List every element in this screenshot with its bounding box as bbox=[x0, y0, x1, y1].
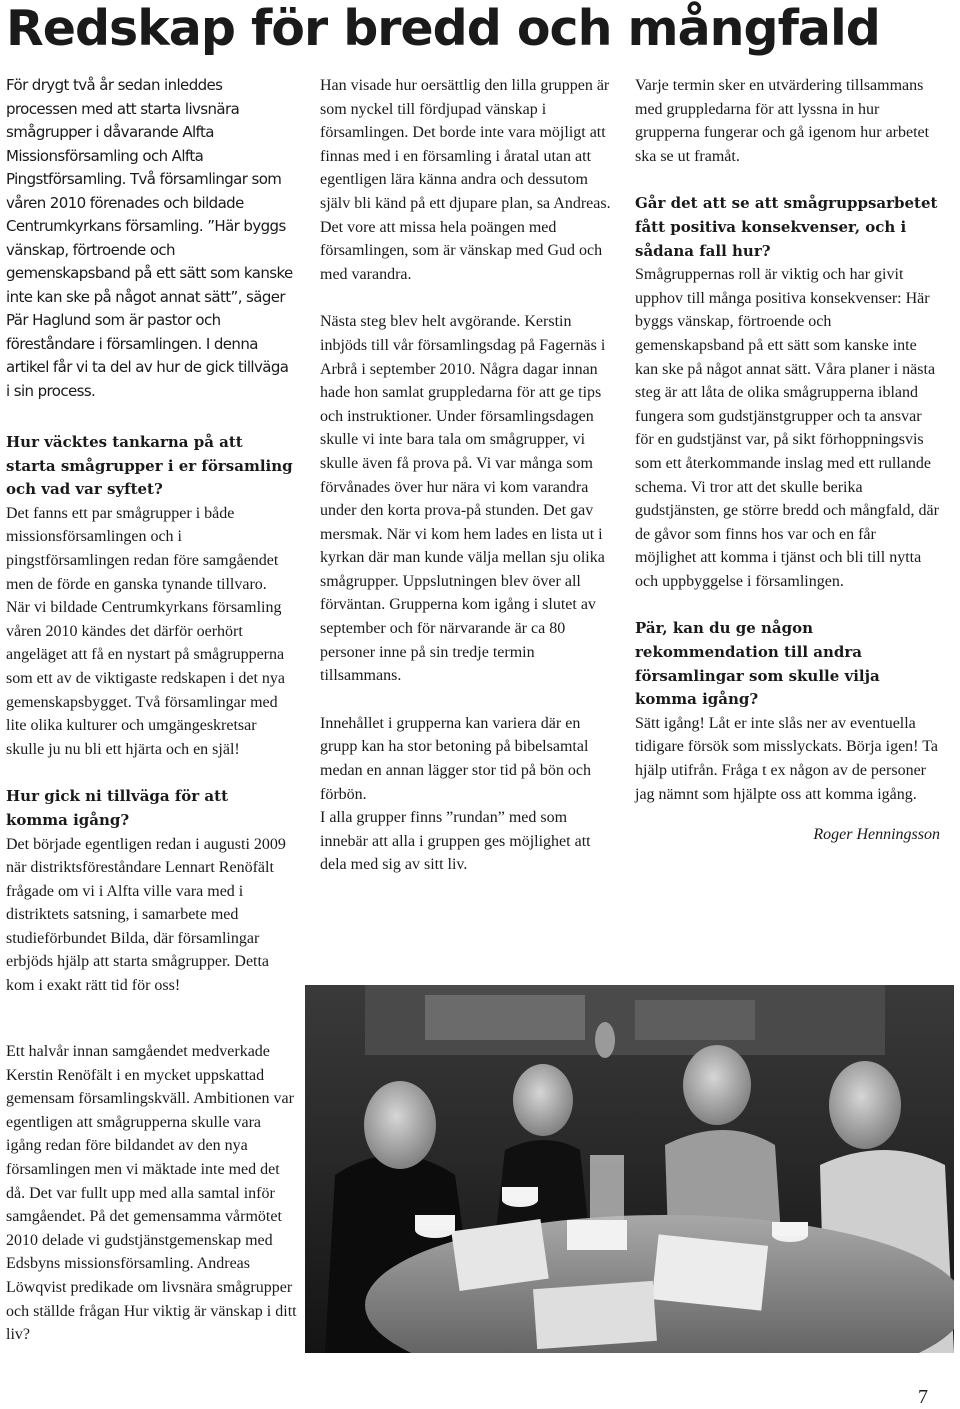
body-paragraph: Han visade hur oersättlig den lilla gruppen är som nyckel till fördjupad vänskap i församlingen. Det borde inte vara möjligt att finnas med i en församling i åratal utan att egentligen lära känna andra och dessutom själv bli känd på ett djupare plan, sa Andreas. Det vore att missa hela poängen med församlingen, som är vänskap med Gud och med varandra. bbox=[320, 77, 611, 283]
meeting-photo bbox=[305, 985, 954, 1353]
page-title: Redskap för bredd och mångfald bbox=[6, 0, 880, 57]
column-3 bbox=[635, 74, 940, 844]
column-2 bbox=[320, 74, 612, 901]
column-1 bbox=[6, 74, 294, 1022]
question-heading-2: Hur gick ni tillväga för att komma igång? bbox=[6, 787, 229, 829]
column-1-bottom bbox=[6, 1040, 298, 1371]
page-number: 7 bbox=[918, 1386, 928, 1408]
body-paragraph: Varje termin sker en utvärdering tillsammans med gruppledarna för att lyssna in hur grupperna fungerar och gå igenom hur arbetet ska se ut framåt. bbox=[635, 77, 930, 165]
question-heading-3: Går det att se att smågruppsarbetet fått positiva konsekvenser, och i sådana fall hur? bbox=[635, 194, 938, 260]
body-paragraph: I alla grupper finns ”rundan” med som innebär att alla i gruppen ges möjlighet att dela med sig av sitt liv. bbox=[320, 809, 591, 874]
answer-paragraph-2: Det började egentligen redan i augusti 2009 när distriktsföreståndare Lennart Renöfält frågade om vi i Alfta ville vara med i distriktets satsning, i samarbete med studieförbundet Bilda, där församlingar erbjöds hjälp att starta smågrupper. Detta kom i exakt rätt tid för oss! bbox=[6, 835, 286, 995]
question-heading-1: Hur väcktes tankarna på att starta smågrupper i er församling och vad var syftet? bbox=[6, 433, 293, 499]
intro-paragraph: För drygt två år sedan inleddes processen med att starta livsnära smågrupper i dåvarande Alfta Missionsförsamling och Alfta Pingstförsamling. Två församlingar som våren 2010 förenades och bildade Centrumkyrkans församling. ”Här byggs vänskap, förtroende och gemenskapsband på ett sätt som kanske inte kan ske på något annat sätt”, säger Pär Haglund som är pastor och föreståndare i församlingen. I denna artikel får vi ta del av hur de gick tillväga i sin process. bbox=[6, 76, 293, 400]
author-signature: Roger Henningsson bbox=[813, 826, 940, 844]
answer-paragraph-1: Det fanns ett par smågrupper i både missionsförsamlingen och i pingstförsamlingen redan före samgåendet men de förde en ganska tynande tillvaro. När vi bildade Centrumkyrkans församling våren 2010 kändes det därför oerhört angeläget att få en nystart på smågrupperna som ett av de viktigaste redskapen i det nya gemenskapsbygget. Två församlingar med lite olika kulturer och umgängeskretsar skulle ju nu bli ett hjärta och en själ! bbox=[6, 504, 286, 758]
body-paragraph: Innehållet i grupperna kan variera där en grupp kan ha stor betoning på bibelsamtal medan en annan lägger stor tid på bön och förbön. bbox=[320, 714, 592, 803]
body-paragraph: Ett halvår innan samgåendet medverkade Kerstin Renöfält i en mycket uppskattad gemensam församlingskväll. Ambitionen var egentligen att smågrupperna skulle vara igång redan före bildandet av den nya församlingen men vi mäktade inte med det då. Det var fullt upp med alla samtal inför samgåendet. På det gemensamma vårmötet 2010 delade vi gudstjänstgemenskap med Edsbyns missionsförsamling. Andreas Löwqvist predikade om livsnära smågrupper och ställde frågan Hur viktig är vänskap i ditt liv? bbox=[6, 1043, 297, 1344]
question-heading-4: Pär, kan du ge någon rekommendation till andra församlingar som skulle vilja komma igång? bbox=[635, 619, 880, 709]
body-paragraph: Nästa steg blev helt avgörande. Kerstin inbjöds till vår församlingsdag på Fagernäs i Arbrå i september 2010. Några dagar innan hade hon samlat gruppledarna för att ge tips och instruktioner. Under församlingsdagen skulle vi inte bara tala om smågrupper, vi skulle även få prova på. Vi var många som förvånades över hur nära vi kom varandra under den korta prova-på stunden. Det gav mersmak. När vi kom hem lades en lista ut i kyrkan där man kunde välja mellan sju olika smågrupper. Uppslutningen blev över all förväntan. Grupperna kom igång i slutet av september och för närvarande är ca 80 personer inne på sin tredje termin tillsammans. bbox=[320, 313, 606, 685]
answer-paragraph-3: Smågruppernas roll är viktig och har givit upphov till många positiva konsekvenser: Här byggs vänskap, förtroende och gemenskapsband på ett sätt som kanske inte kan ske på något annat sätt. Våra planer i nästa steg är att låta de olika smågrupperna ibland fungera som gudstjänstgrupper och ta ansvar för en gudstjänst var, på sikt förhoppningsvis som ett återkommande inslag med ett rullande schema. Vi tror att det skulle berika gudstjänsten, ge större bredd och mångfald, där de gåvor som finns hos var och en får möjlighet att komma i tjänst och bli till nytta och uppbyggelse i församlingen. bbox=[635, 266, 939, 590]
answer-paragraph-4: Sätt igång! Låt er inte slås ner av eventuella tidigare försök som misslyckats. Börja igen! Ta hjälp utifrån. Fråga t ex någon av de personer jag nämnt som hjälpte oss att komma igång. bbox=[635, 714, 938, 803]
